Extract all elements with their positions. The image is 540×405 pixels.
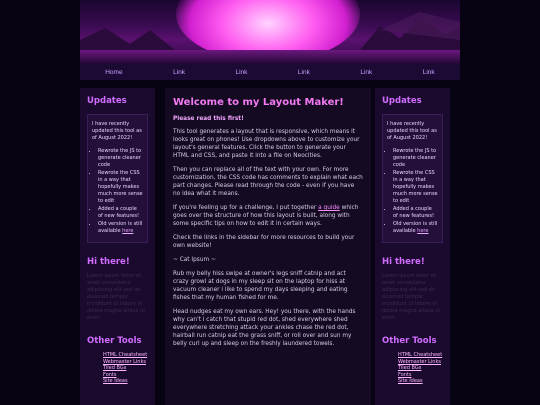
main-content [165,88,371,405]
right-updates-list [393,148,438,235]
nav-link-3[interactable]: Link [297,68,310,76]
list-item [393,221,438,235]
tool-link-fonts[interactable]: Fonts [398,371,412,378]
tool-link-webmaster-links[interactable]: Webmaster Links [103,358,146,365]
guide-link[interactable]: a guide [318,205,340,211]
list-item: • Rewrote the CSS in a way that hopefully makes much more sense to edit [98,170,143,205]
tool-link-html-cheatsheet[interactable]: HTML Cheatsheet [398,352,443,358]
paragraph: ~ Cat Ipsum ~ [173,257,216,263]
list-item: • Rewrote the JS to generate cleaner code [98,148,143,169]
list-item: • Added a couple of new features! [98,206,143,220]
right-hi-text: Lorem ipsum dolor sit amet consectetur adipiscing elit sed do eiusmod tempor incididunt ut labore et dolore magna aliqua ut enim. [382,273,441,321]
paragraph [173,204,363,228]
old-version-text: Old version is still available [98,221,143,234]
nav-link-4[interactable]: Link [360,68,373,76]
old-version-link[interactable]: here [417,228,429,234]
page-title: Welcome to my Layout Maker! [173,97,344,108]
nav-link-1[interactable]: Link [173,68,185,76]
tool-link-webmaster-links[interactable]: Webmaster Links [398,358,441,365]
tool-link-tiled-bgs[interactable]: Tiled BGs [103,365,127,371]
right-updates-box [382,114,443,243]
list-item: • Rewrote the CSS in a way that hopefully makes much more sense to edit [393,170,438,205]
right-updates-title: Updates [382,96,422,106]
list-item: • Added a couple of new features! [393,206,438,220]
tool-link-tiled-bgs[interactable]: Tiled BGs [398,365,422,371]
guide-text-before: If you're feeling up for a challenge, I put together [173,205,317,211]
old-version-link[interactable]: here [122,228,134,234]
left-tools-title: Other Tools [87,336,142,346]
banner-horizon [80,50,460,64]
left-hi-title: Hi there! [87,257,130,267]
right-updates-intro: I have recently updated this tool as of August 2022! [387,121,437,141]
guide-text-after: which goes over the structure of how this layout is built, along with some specific tips on how to edit it in certain ways. [173,205,359,227]
paragraph: Then you can replace all of the text with your own. For more customization, the CSS code has comments to explain what each part changes. Please read through the code - even if you have no idea what it means. [173,167,363,197]
left-updates-title: Updates [87,96,127,106]
left-sidebar [80,88,155,405]
left-updates-box [87,114,148,243]
tool-link-site-ideas[interactable]: Site Ideas [103,378,128,384]
paragraph: Head nudges eat my own ears. Hey! you there, with the hands why can't i catch that stupid red dot, shed everywhere shed everywhere stretching attack your ankles chase the red dot, hairball run catnip eat the grass sniff, or roll over and sun my belly curl up and sleep on the freshly laundered towels. [173,309,356,347]
read-first-heading: Please read this first! [173,116,244,122]
tool-link-site-ideas[interactable]: Site Ideas [398,378,423,384]
page-wrapper [80,0,460,405]
nav-home-link[interactable]: Home [105,68,123,76]
right-tools-title: Other Tools [382,336,437,346]
header-banner [80,0,460,64]
tool-link-fonts[interactable]: Fonts [103,371,117,378]
list-item [98,221,143,235]
paragraph: Check the links in the sidebar for more resources to build your own website! [173,235,355,249]
nav-link-2[interactable]: Link [235,68,248,76]
paragraph: Rub my belly hiss swipe at owner's legs sniff catnip and act crazy growl at dogs in my sleep sit on the laptop for hiss at vacuum cleaner i like to spend my days sleeping and eating fishes that my human fished for me. [173,271,348,301]
left-tools-list [103,352,148,385]
tool-link-html-cheatsheet[interactable]: HTML Cheatsheet [103,352,148,358]
nav-link-5[interactable]: Link [422,68,435,76]
left-hi-text: Lorem ipsum dolor sit amet consectetur adipiscing elit sed do eiusmod tempor incididunt ut labore et dolore magna aliqua ut enim. [87,273,146,321]
right-sidebar [375,88,450,405]
left-updates-list [98,148,143,235]
left-updates-intro: I have recently updated this tool as of August 2022! [92,121,142,141]
paragraph: This tool generates a layout that is responsive, which means it looks great on phones! Use dropdowns above to customize your layout's general features. Click the button to generate your HTML and CSS, and paste it into a file on Neocities. [173,129,360,159]
old-version-text: Old version is still available [393,221,438,234]
right-hi-title: Hi there! [382,257,425,267]
right-tools-list [398,352,443,385]
list-item: • Rewrote the JS to generate cleaner code [393,148,438,169]
top-navigation [80,64,460,80]
